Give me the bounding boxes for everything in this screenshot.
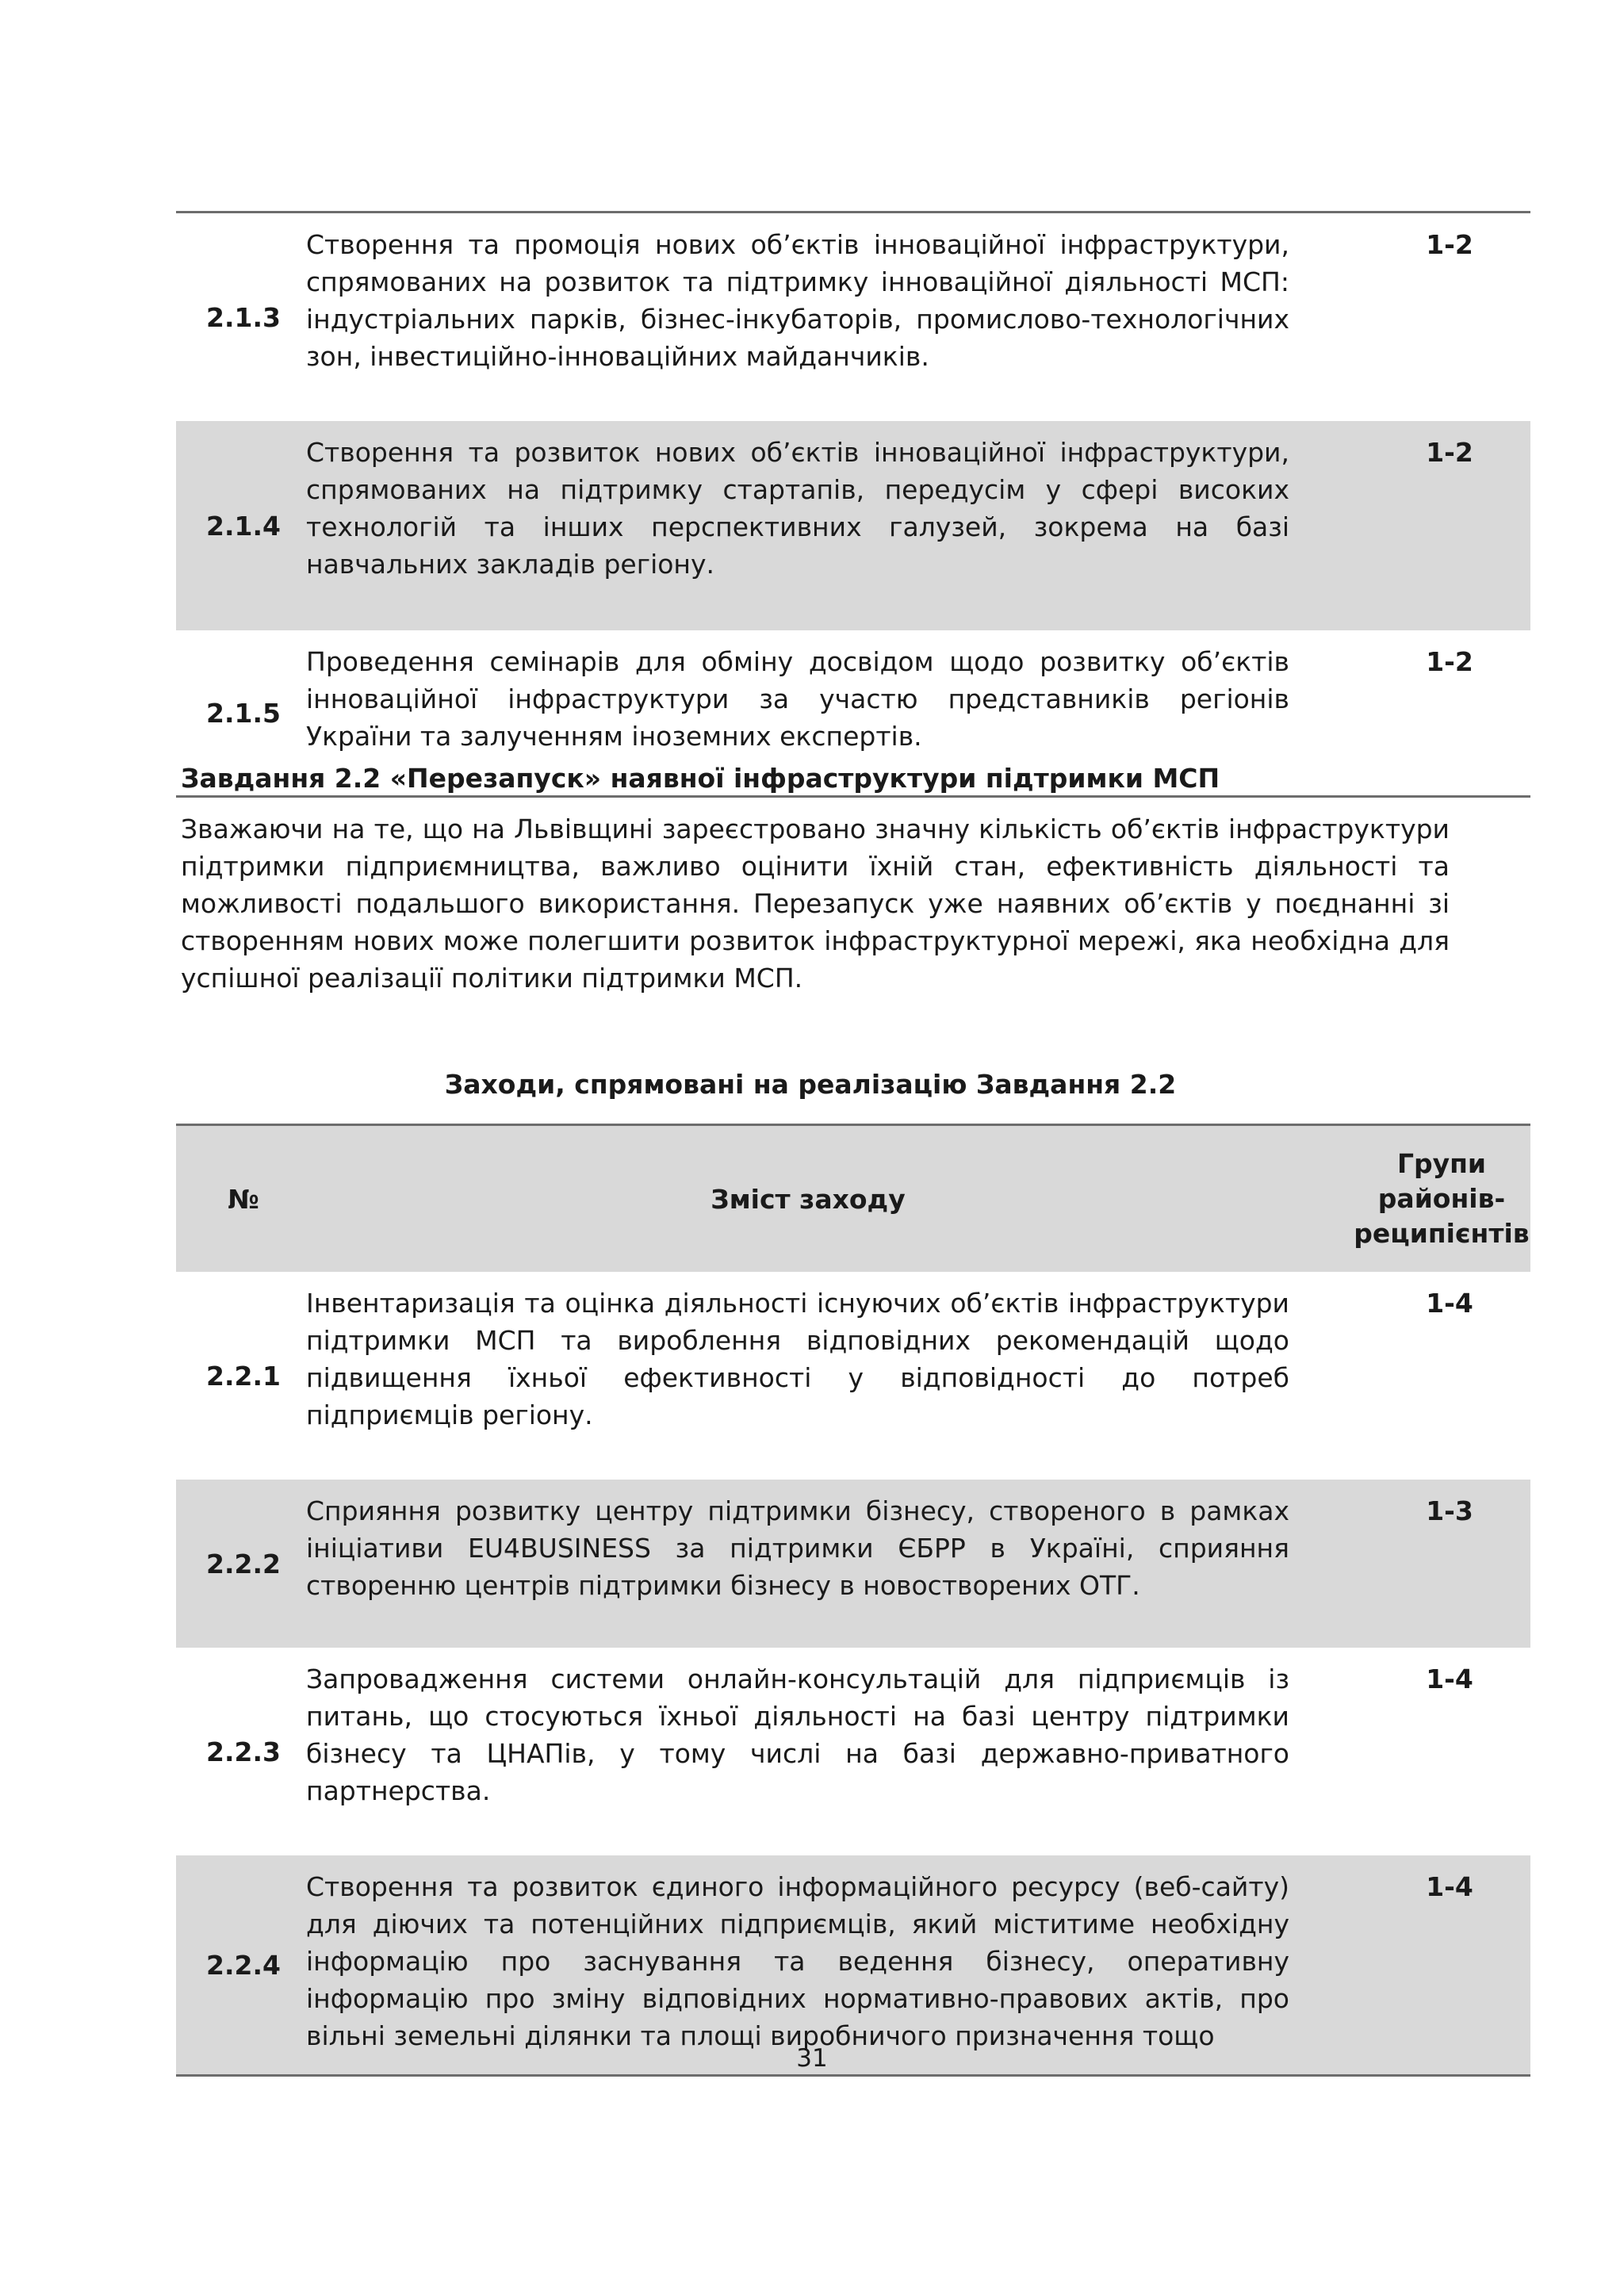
measure-number: 2.1.3 [206, 301, 281, 333]
measure-number: 2.2.4 [176, 1855, 295, 2076]
measure-groups: 1-2 [1426, 646, 1473, 677]
measure-number: 2.2.2 [176, 1480, 295, 1648]
measure-text: Сприяння розвитку центру підтримки бізнесу, створеного в рамках ініціативи EU4BUSINESS за підтримки ЄБРР в Україні, сприяння створенню центрів підтримки бізнесу в новостворених ОТГ. [306, 1495, 1289, 1601]
measure-text: Створення та розвиток єдиного інформаційного ресурсу (веб-сайту) для діючих та потенційних підприємців, який міститиме необхідну інформацію про заснування та ведення бізнесу, оперативну інформацію про зміну відповідних нормативно-правових актів, про вільні земельні ділянки та площі виробничого призначення тощо [306, 1871, 1289, 2051]
table-row [176, 1480, 1530, 1648]
table-row [176, 1272, 1530, 1480]
table-row [176, 421, 1530, 630]
header-groups-line: районів- [1377, 1183, 1506, 1214]
table-header-row [176, 1125, 1530, 1273]
measure-groups: 1-4 [1426, 1288, 1473, 1319]
table-row [176, 213, 1530, 422]
measure-number: 2.1.5 [206, 697, 281, 729]
measure-groups: 1-4 [1321, 1855, 1530, 2076]
measure-groups: 1-3 [1321, 1480, 1530, 1648]
measure-number: 2.2.3 [206, 1736, 281, 1767]
measure-groups: 1-2 [1321, 421, 1530, 630]
measure-number: 2.2.1 [206, 1360, 281, 1392]
measure-text: Інвентаризація та оцінка діяльності існуючих об’єктів інфраструктури підтримки МСП та вироблення відповідних рекомендацій щодо підвищення їхньої ефективності у відповідності до потреб підприємців регіону. [306, 1288, 1289, 1430]
header-groups-line: Групи [1396, 1148, 1487, 1179]
measure-groups: 1-2 [1426, 229, 1473, 260]
task-heading: Завдання 2.2 «Перезапуск» наявної інфраструктури підтримки МСП [181, 763, 1220, 794]
table-row [176, 1648, 1530, 1855]
header-content: Зміст заходу [295, 1125, 1321, 1273]
measures-table-2-2 [176, 1124, 1530, 2077]
task-paragraph: Зважаючи на те, що на Львівщині зареєстровано значну кількість об’єктів інфраструктури підтримки підприємництва, важливо оцінити їхній стан, ефективність діяльності та можливості подальшого використання. Перезапуск уже наявних об’єктів у поєднанні зі створенням нових може полегшити розвиток інфраструктурної мережі, яка необхідна для успішної реалізації політики підтримки МСП. [181, 814, 1450, 994]
measure-text: Запровадження системи онлайн-консультацій для підприємців із питань, що стосуються їхньої діяльності на базі центру підтримки бізнесу та ЦНАПів, у тому числі на базі державно-приватного партнерства. [306, 1664, 1289, 1806]
measure-number: 2.1.4 [176, 421, 295, 630]
measure-text: Проведення семінарів для обміну досвідом щодо розвитку об’єктів інноваційної інфраструктури за участю представників регіонів України та залученням іноземних експертів. [306, 646, 1289, 752]
header-groups-line: реципієнтів [1354, 1218, 1530, 1249]
measure-text: Створення та промоція нових об’єктів інноваційної інфраструктури, спрямованих на розвиток та підтримку інноваційної діяльності МСП: індустріальних парків, бізнес-інкубаторів, промислово-технологічних зон, інвестиційно-інноваційних майданчиків. [306, 229, 1289, 372]
measure-text: Створення та розвиток нових об’єктів інноваційної інфраструктури, спрямованих на підтримку стартапів, передусім у сфері високих технологій та інших перспективних галузей, зокрема на базі навчальних закладів регіону. [306, 437, 1289, 580]
measure-groups: 1-4 [1426, 1664, 1473, 1694]
header-number: № [176, 1125, 295, 1273]
header-groups [1321, 1125, 1530, 1273]
table-caption: Заходи, спрямовані на реалізацію Завдання 2.2 [444, 1069, 1177, 1100]
measures-table-2-1-continued [176, 211, 1530, 798]
page-number: 31 [796, 2044, 828, 2073]
